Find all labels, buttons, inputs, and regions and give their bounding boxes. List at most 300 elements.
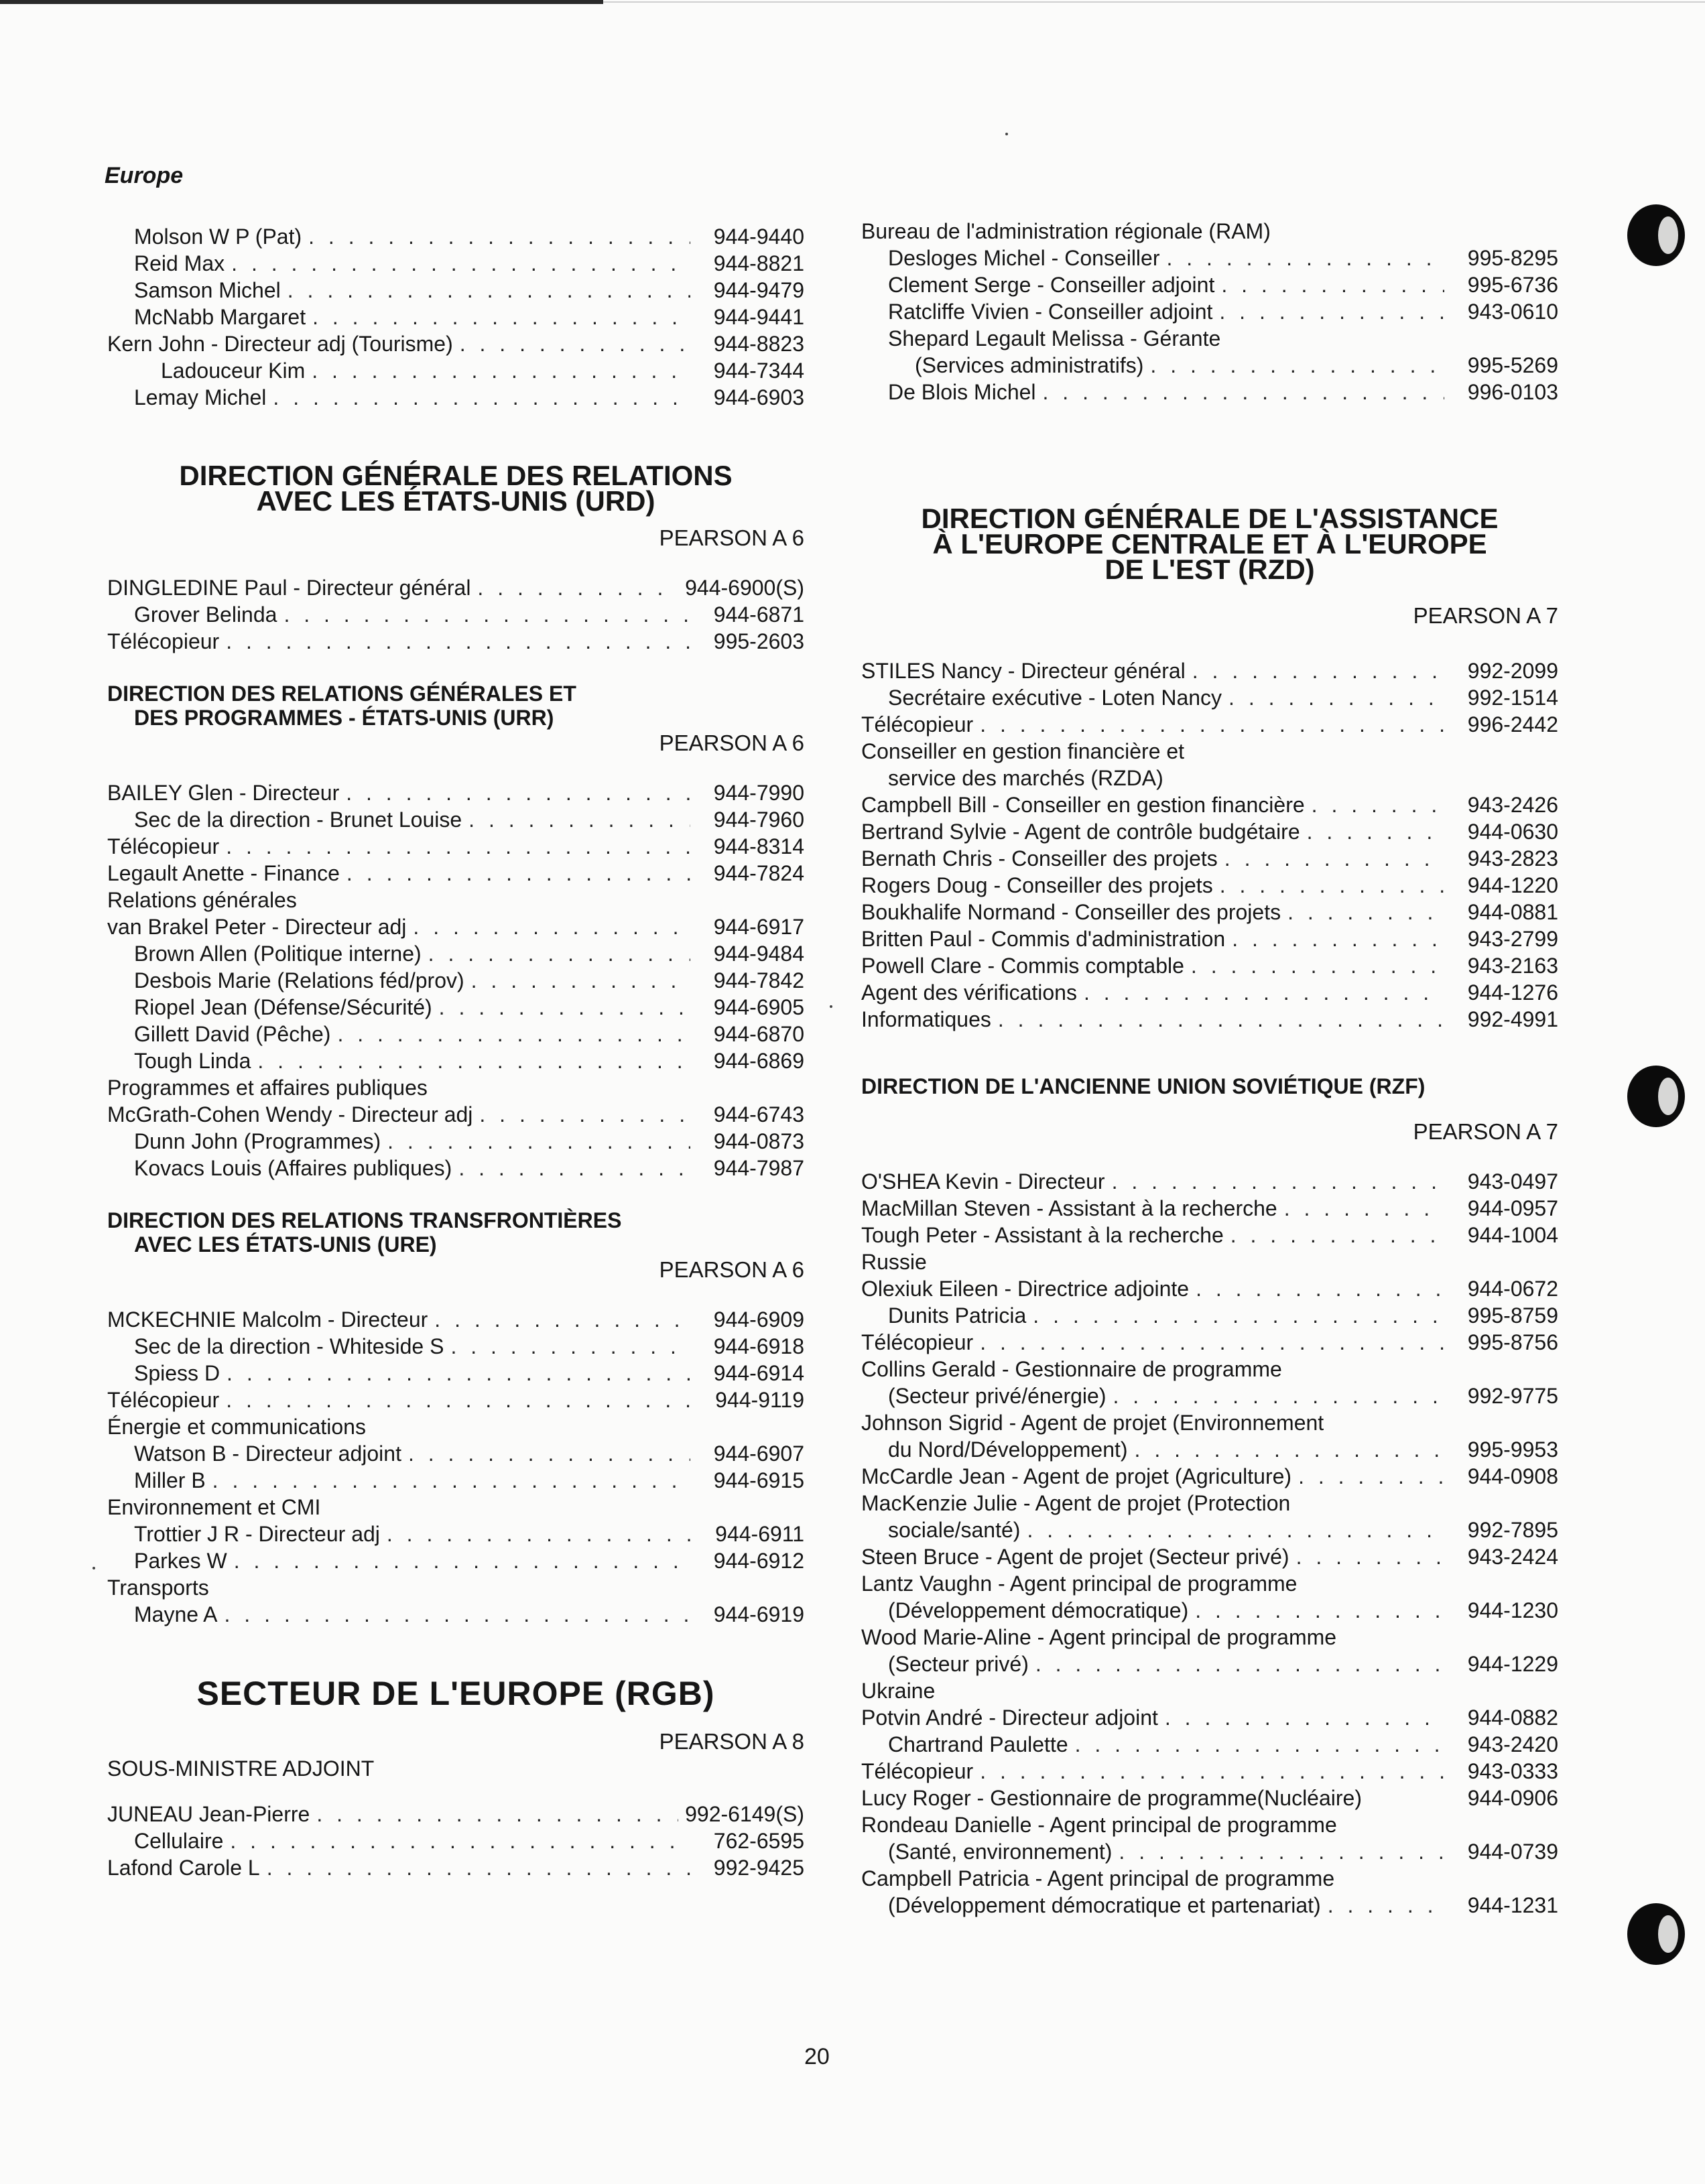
dot-leader: [1230, 1222, 1444, 1248]
directory-entry: [861, 271, 1558, 298]
directory-entry: [861, 657, 1558, 684]
entry-name: Boukhalife Normand - Conseiller des projets: [861, 900, 1281, 924]
scan-top-edge-faint: [603, 1, 1705, 3]
entry-name: Relations générales: [107, 888, 297, 912]
directory-entry: [861, 1517, 1558, 1543]
entry-phone: 944-0957: [1467, 1196, 1558, 1220]
urd-list: [107, 574, 804, 655]
dot-leader: [1192, 657, 1444, 684]
dot-leader: [1166, 245, 1444, 271]
dot-leader: [471, 967, 690, 994]
section-title: DIRECTION GÉNÉRALE DES RELATIONS: [179, 460, 733, 491]
ram-list: [861, 245, 1558, 405]
directory-entry: [107, 1155, 804, 1181]
directory-entry: [861, 738, 1558, 765]
directory-entry: [861, 1677, 1558, 1704]
scan-speck: [830, 1005, 832, 1008]
dot-leader: [1035, 1651, 1444, 1677]
entry-name: Shepard Legault Melissa - Gérante: [888, 326, 1221, 350]
entry-phone: 943-2163: [1467, 954, 1558, 978]
punch-hole-icon: [1627, 1066, 1685, 1127]
directory-entry: [861, 872, 1558, 899]
dot-leader: [1219, 298, 1444, 325]
entry-name: Campbell Patricia - Agent principal de programme: [861, 1866, 1335, 1890]
entry-name: Lafond Carole L: [107, 1856, 260, 1880]
entry-name: Sec de la direction - Whiteside S: [134, 1334, 444, 1358]
punch-hole-icon: [1627, 204, 1685, 266]
ure-section: [107, 1208, 804, 1628]
directory-entry: [861, 1329, 1558, 1356]
entry-phone: 944-1230: [1467, 1598, 1558, 1622]
directory-entry: [107, 1521, 804, 1547]
directory-entry: [861, 925, 1558, 952]
dot-leader: [980, 1758, 1444, 1785]
entry-phone: 943-0610: [1467, 300, 1558, 324]
entry-phone: 944-6914: [713, 1361, 804, 1385]
dot-leader: [1220, 872, 1444, 899]
directory-entry: [107, 860, 804, 887]
directory-entry: [107, 887, 804, 913]
entry-phone: 992-7895: [1467, 1518, 1558, 1542]
directory-entry: [861, 711, 1558, 738]
entry-name: Lucy Roger - Gestionnaire de programme(Nucléaire): [861, 1786, 1362, 1810]
entry-name: De Blois Michel: [888, 380, 1036, 404]
entry-phone: 944-6907: [713, 1441, 804, 1466]
entry-phone: 944-6911: [715, 1522, 804, 1546]
entry-phone: 944-9484: [713, 942, 804, 966]
directory-entry: [861, 1409, 1558, 1436]
entry-name: MacMillan Steven - Assistant à la recherche: [861, 1196, 1277, 1220]
directory-entry: [861, 325, 1558, 352]
dot-leader: [1150, 352, 1444, 379]
dot-leader: [1307, 818, 1444, 845]
entry-name: Télécopieur: [107, 834, 220, 858]
dot-leader: [257, 1047, 690, 1074]
directory-entry: [107, 1047, 804, 1074]
directory-entry: [861, 1195, 1558, 1222]
dot-leader: [283, 601, 690, 628]
entry-name: McGrath-Cohen Wendy - Directeur adj: [107, 1102, 473, 1127]
directory-entry: [107, 967, 804, 994]
rzf-list: [861, 1168, 1558, 1919]
dot-leader: [1196, 1275, 1444, 1302]
entry-name: Cellulaire: [134, 1829, 224, 1853]
directory-entry: [861, 245, 1558, 271]
entry-name: Rogers Doug - Conseiller des projets: [861, 873, 1213, 897]
entry-phone: 944-6869: [713, 1049, 804, 1073]
dot-leader: [288, 277, 690, 304]
directory-entry: [107, 384, 804, 411]
entry-name: Desloges Michel - Conseiller: [888, 246, 1160, 270]
dot-leader: [434, 1306, 690, 1333]
directory-entry: [107, 779, 804, 806]
dot-leader: [225, 1601, 690, 1628]
dot-leader: [346, 779, 690, 806]
entry-name: Ladouceur Kim: [161, 359, 306, 383]
ram-heading: Bureau de l'administration régionale (RAM): [861, 219, 1271, 243]
entry-name: Tough Peter - Assistant à la recherche: [861, 1223, 1224, 1247]
directory-entry: [107, 223, 804, 250]
directory-entry: [107, 994, 804, 1021]
directory-entry: [107, 628, 804, 655]
directory-entry: [861, 1006, 1558, 1033]
directory-entry: [107, 574, 804, 601]
entry-name: Spiess D: [134, 1361, 220, 1385]
dot-leader: [1298, 1463, 1444, 1490]
directory-entry: [107, 1306, 804, 1333]
directory-entry: [861, 1356, 1558, 1383]
entry-name: Rondeau Danielle - Agent principal de programme: [861, 1813, 1337, 1837]
subsection-title: SOUS-MINISTRE ADJOINT: [107, 1756, 375, 1781]
dot-leader: [316, 1801, 678, 1827]
entry-phone: 944-1004: [1467, 1223, 1558, 1247]
section-title: SECTEUR DE L'EUROPE (RGB): [196, 1675, 715, 1712]
entry-name: O'SHEA Kevin - Directeur: [861, 1169, 1105, 1194]
page-number: 20: [804, 2044, 830, 2069]
entry-name: Campbell Bill - Conseiller en gestion financière: [861, 793, 1305, 817]
entry-name: Reid Max: [134, 251, 225, 275]
directory-entry: [107, 833, 804, 860]
dot-leader: [1191, 952, 1444, 979]
directory-entry: [861, 1275, 1558, 1302]
entry-phone: 995-5269: [1467, 353, 1558, 377]
entry-phone: 992-9775: [1467, 1384, 1558, 1408]
entry-name: Télécopieur: [861, 1759, 974, 1783]
entry-name: BAILEY Glen - Directeur: [107, 781, 340, 805]
directory-entry: [107, 250, 804, 277]
directory-entry: [861, 1383, 1558, 1409]
dot-leader: [1112, 1168, 1444, 1195]
punch-hole-icon: [1627, 1903, 1685, 1965]
directory-entry: [107, 1854, 804, 1881]
rzd-list: [861, 657, 1558, 1033]
entry-phone: 762-6595: [713, 1829, 804, 1853]
entry-phone: 944-1229: [1467, 1652, 1558, 1676]
dot-leader: [1135, 1436, 1444, 1463]
directory-entry: [861, 1838, 1558, 1865]
directory-entry: [861, 298, 1558, 325]
right-column: [861, 218, 1558, 1919]
dot-leader: [312, 304, 690, 330]
dot-leader: [1232, 925, 1444, 952]
directory-entry: [107, 1827, 804, 1854]
scan-speck: [1005, 133, 1008, 135]
directory-entry: [861, 1597, 1558, 1624]
entry-phone: 992-2099: [1467, 659, 1558, 683]
directory-entry: [861, 379, 1558, 405]
directory-entry: [107, 304, 804, 330]
entry-phone: 944-1231: [1467, 1893, 1558, 1917]
rzf-section: [861, 1074, 1558, 1919]
urr-list: [107, 779, 804, 1181]
entry-name: Télécopieur: [861, 1330, 974, 1354]
entry-phone: 995-8295: [1467, 246, 1558, 270]
dot-leader: [387, 1128, 690, 1155]
left-column: [107, 223, 804, 1881]
directory-entry: [107, 913, 804, 940]
entry-phone: 944-9441: [713, 305, 804, 329]
entry-name: Russie: [861, 1250, 927, 1274]
directory-entry: [107, 1101, 804, 1128]
entry-name: Secrétaire exécutive - Loten Nancy: [888, 686, 1222, 710]
entry-phone: 992-6149(S): [685, 1802, 804, 1826]
rzd-section: [861, 503, 1558, 1033]
entry-phone: 996-2442: [1467, 712, 1558, 736]
entry-name: Molson W P (Pat): [134, 224, 302, 249]
entry-name: (Développement démocratique et partenariat): [888, 1893, 1321, 1917]
entry-name: Trottier J R - Directeur adj: [134, 1522, 380, 1546]
entry-phone: 996-0103: [1467, 380, 1558, 404]
directory-entry: [107, 357, 804, 384]
entry-phone: 995-8756: [1467, 1330, 1558, 1354]
section-title: DIRECTION DE L'ANCIENNE UNION SOVIÉTIQUE (RZF): [861, 1074, 1426, 1098]
dot-leader: [1113, 1383, 1444, 1409]
region-heading: Europe: [105, 163, 184, 188]
dot-leader: [428, 940, 690, 967]
entry-phone: 944-6915: [713, 1468, 804, 1492]
entry-phone: 995-2603: [713, 629, 804, 653]
entry-name: (Secteur privé): [888, 1652, 1029, 1676]
directory-entry: [107, 1387, 804, 1413]
directory-entry: [861, 1731, 1558, 1758]
entry-phone: 944-0906: [1467, 1786, 1558, 1810]
dot-leader: [1224, 845, 1444, 872]
entry-phone: 944-7990: [713, 781, 804, 805]
entry-name: Conseiller en gestion financière et: [861, 739, 1185, 763]
location: PEARSON A 6: [659, 1257, 804, 1282]
dot-leader: [212, 1467, 690, 1494]
directory-entry: [861, 818, 1558, 845]
directory-entry: [107, 1440, 804, 1467]
entry-name: Kern John - Directeur adj (Tourisme): [107, 332, 453, 356]
entry-name: Riopel Jean (Défense/Sécurité): [134, 995, 432, 1019]
dot-leader: [1033, 1302, 1444, 1329]
entry-name: Dunn John (Programmes): [134, 1129, 381, 1153]
entry-phone: 944-8314: [713, 834, 804, 858]
entry-name: (Secteur privé/énergie): [888, 1384, 1107, 1408]
dot-leader: [308, 223, 690, 250]
entry-phone: 944-0881: [1467, 900, 1558, 924]
directory-entry: [861, 1543, 1558, 1570]
dot-leader: [226, 1387, 690, 1413]
directory-entry: [861, 1168, 1558, 1195]
entry-name: MCKECHNIE Malcolm - Directeur: [107, 1307, 428, 1332]
entry-name: STILES Nancy - Directeur général: [861, 659, 1186, 683]
dot-leader: [479, 1101, 690, 1128]
entry-phone: 995-6736: [1467, 273, 1558, 297]
entry-name: Sec de la direction - Brunet Louise: [134, 808, 462, 832]
entry-name: (Services administratifs): [915, 353, 1144, 377]
dot-leader: [231, 250, 690, 277]
entry-phone: 944-6917: [713, 915, 804, 939]
entry-name: Télécopieur: [861, 712, 974, 736]
location: PEARSON A 7: [1413, 603, 1558, 628]
entry-name: Brown Allen (Politique interne): [134, 942, 422, 966]
urr-section: [107, 682, 804, 1181]
entry-phone: 944-9119: [715, 1388, 804, 1412]
urd-section: [107, 460, 804, 655]
dot-leader: [387, 1521, 690, 1547]
dot-leader: [1165, 1704, 1444, 1731]
entry-phone: 944-6903: [713, 385, 804, 409]
directory-entry: [107, 1360, 804, 1387]
directory-entry: [861, 1865, 1558, 1892]
dot-leader: [477, 574, 678, 601]
directory-entry: [861, 979, 1558, 1006]
entry-phone: 943-2424: [1467, 1545, 1558, 1569]
entry-name: du Nord/Développement): [888, 1437, 1128, 1462]
entry-phone: 944-6918: [713, 1334, 804, 1358]
entry-phone: 944-6905: [713, 995, 804, 1019]
entry-phone: 943-0333: [1467, 1759, 1558, 1783]
europe-list: [107, 223, 804, 411]
entry-name: Samson Michel: [134, 278, 281, 302]
entry-phone: 944-7842: [713, 968, 804, 992]
directory-entry: [107, 1467, 804, 1494]
dot-leader: [226, 833, 690, 860]
directory-entry: [861, 1248, 1558, 1275]
dot-leader: [998, 1006, 1444, 1033]
directory-entry: [861, 1785, 1558, 1811]
directory-entry: [107, 277, 804, 304]
directory-entry: [861, 684, 1558, 711]
location: PEARSON A 8: [659, 1729, 804, 1754]
entry-name: Agent des vérifications: [861, 980, 1077, 1005]
directory-entry: [861, 899, 1558, 925]
entry-name: McNabb Margaret: [134, 305, 306, 329]
entry-phone: 944-7344: [713, 359, 804, 383]
entry-phone: 944-9440: [713, 224, 804, 249]
entry-phone: 992-9425: [713, 1856, 804, 1880]
dot-leader: [408, 1440, 690, 1467]
scan-top-edge: [0, 0, 603, 4]
entry-name: Steen Bruce - Agent de projet (Secteur privé): [861, 1545, 1289, 1569]
dot-leader: [1195, 1597, 1444, 1624]
entry-name: (Santé, environnement): [888, 1840, 1113, 1864]
entry-name: Bertrand Sylvie - Agent de contrôle budgétaire: [861, 820, 1300, 844]
entry-phone: 944-7987: [713, 1156, 804, 1180]
dot-leader: [439, 994, 690, 1021]
dot-leader: [346, 860, 690, 887]
dot-leader: [1328, 1892, 1444, 1919]
entry-name: Ukraine: [861, 1679, 936, 1703]
dot-leader: [234, 1547, 690, 1574]
entry-phone: 944-6871: [713, 602, 804, 627]
entry-name: Olexiuk Eileen - Directrice adjointe: [861, 1277, 1190, 1301]
dot-leader: [450, 1333, 690, 1360]
ure-list: [107, 1306, 804, 1628]
directory-entry: [107, 330, 804, 357]
entry-phone: 992-4991: [1467, 1007, 1558, 1031]
entry-name: Britten Paul - Commis d'administration: [861, 927, 1226, 951]
directory-entry: [107, 1494, 804, 1521]
directory-entry: [861, 1302, 1558, 1329]
entry-name: van Brakel Peter - Directeur adj: [107, 915, 407, 939]
dot-leader: [1287, 899, 1444, 925]
entry-name: service des marchés (RZDA): [888, 766, 1163, 790]
entry-name: Lemay Michel: [134, 385, 267, 409]
entry-name: DINGLEDINE Paul - Directeur général: [107, 576, 471, 600]
scan-speck: [92, 1567, 95, 1569]
directory-entry: [861, 1758, 1558, 1785]
entry-name: Dunits Patricia: [888, 1303, 1027, 1328]
entry-name: Potvin André - Directeur adjoint: [861, 1706, 1158, 1730]
directory-entry: [861, 1892, 1558, 1919]
entry-phone: 944-6912: [713, 1549, 804, 1573]
entry-phone: 943-2420: [1467, 1732, 1558, 1756]
entry-name: Wood Marie-Aline - Agent principal de programme: [861, 1625, 1337, 1649]
entry-phone: 944-6743: [713, 1102, 804, 1127]
directory-entry: [107, 1021, 804, 1047]
directory-entry: [107, 1413, 804, 1440]
dot-leader: [1075, 1731, 1444, 1758]
dot-leader: [1119, 1838, 1444, 1865]
dot-leader: [230, 1827, 690, 1854]
entry-name: Gillett David (Pêche): [134, 1022, 331, 1046]
entry-name: Clement Serge - Conseiller adjoint: [888, 273, 1215, 297]
directory-entry: [107, 1074, 804, 1101]
directory-entry: [107, 1333, 804, 1360]
entry-name: Informatiques: [861, 1007, 991, 1031]
directory-entry: [107, 1574, 804, 1601]
entry-name: Mayne A: [134, 1602, 218, 1626]
entry-name: Tough Linda: [134, 1049, 251, 1073]
entry-phone: 944-6919: [713, 1602, 804, 1626]
directory-entry: [107, 940, 804, 967]
entry-name: McCardle Jean - Agent de projet (Agriculture): [861, 1464, 1292, 1488]
dot-leader: [468, 806, 690, 833]
entry-phone: 944-9479: [713, 278, 804, 302]
dot-leader: [337, 1021, 690, 1047]
directory-entry: [861, 1490, 1558, 1517]
directory-entry: [861, 765, 1558, 791]
section-title: DIRECTION DES RELATIONS TRANSFRONTIÈRES: [107, 1208, 622, 1232]
entry-phone: 944-1220: [1467, 873, 1558, 897]
dot-leader: [1084, 979, 1444, 1006]
entry-name: Grover Belinda: [134, 602, 277, 627]
dot-leader: [1043, 379, 1444, 405]
directory-entry: [107, 1128, 804, 1155]
entry-name: Transports: [107, 1576, 209, 1600]
entry-name: Legault Anette - Finance: [107, 861, 340, 885]
section-title: AVEC LES ÉTATS-UNIS (URD): [256, 485, 655, 517]
entry-phone: 944-8821: [713, 251, 804, 275]
dot-leader: [1221, 271, 1444, 298]
dot-leader: [1296, 1543, 1444, 1570]
entry-name: Parkes W: [134, 1549, 227, 1573]
directory-entry: [107, 601, 804, 628]
dot-leader: [980, 711, 1444, 738]
entry-phone: 943-2823: [1467, 846, 1558, 871]
entry-phone: 944-7824: [713, 861, 804, 885]
section-title: DIRECTION DES RELATIONS GÉNÉRALES ET: [107, 682, 576, 706]
directory-entry: [861, 1624, 1558, 1651]
entry-phone: 944-0630: [1467, 820, 1558, 844]
directory-entry: [861, 791, 1558, 818]
entry-name: Collins Gerald - Gestionnaire de programme: [861, 1357, 1282, 1381]
dot-leader: [1312, 791, 1444, 818]
dot-leader: [226, 628, 690, 655]
rgb-section: [107, 1675, 804, 1881]
directory-entry: [861, 1463, 1558, 1490]
directory-entry: [107, 1801, 804, 1827]
entry-name: Télécopieur: [107, 1388, 220, 1412]
location: PEARSON A 6: [659, 525, 804, 550]
entry-phone: 944-8823: [713, 332, 804, 356]
entry-name: Énergie et communications: [107, 1415, 366, 1439]
section-title: DE L'EST (RZD): [1104, 554, 1315, 585]
section-title: À L'EUROPE CENTRALE ET À L'EUROPE: [932, 528, 1487, 560]
